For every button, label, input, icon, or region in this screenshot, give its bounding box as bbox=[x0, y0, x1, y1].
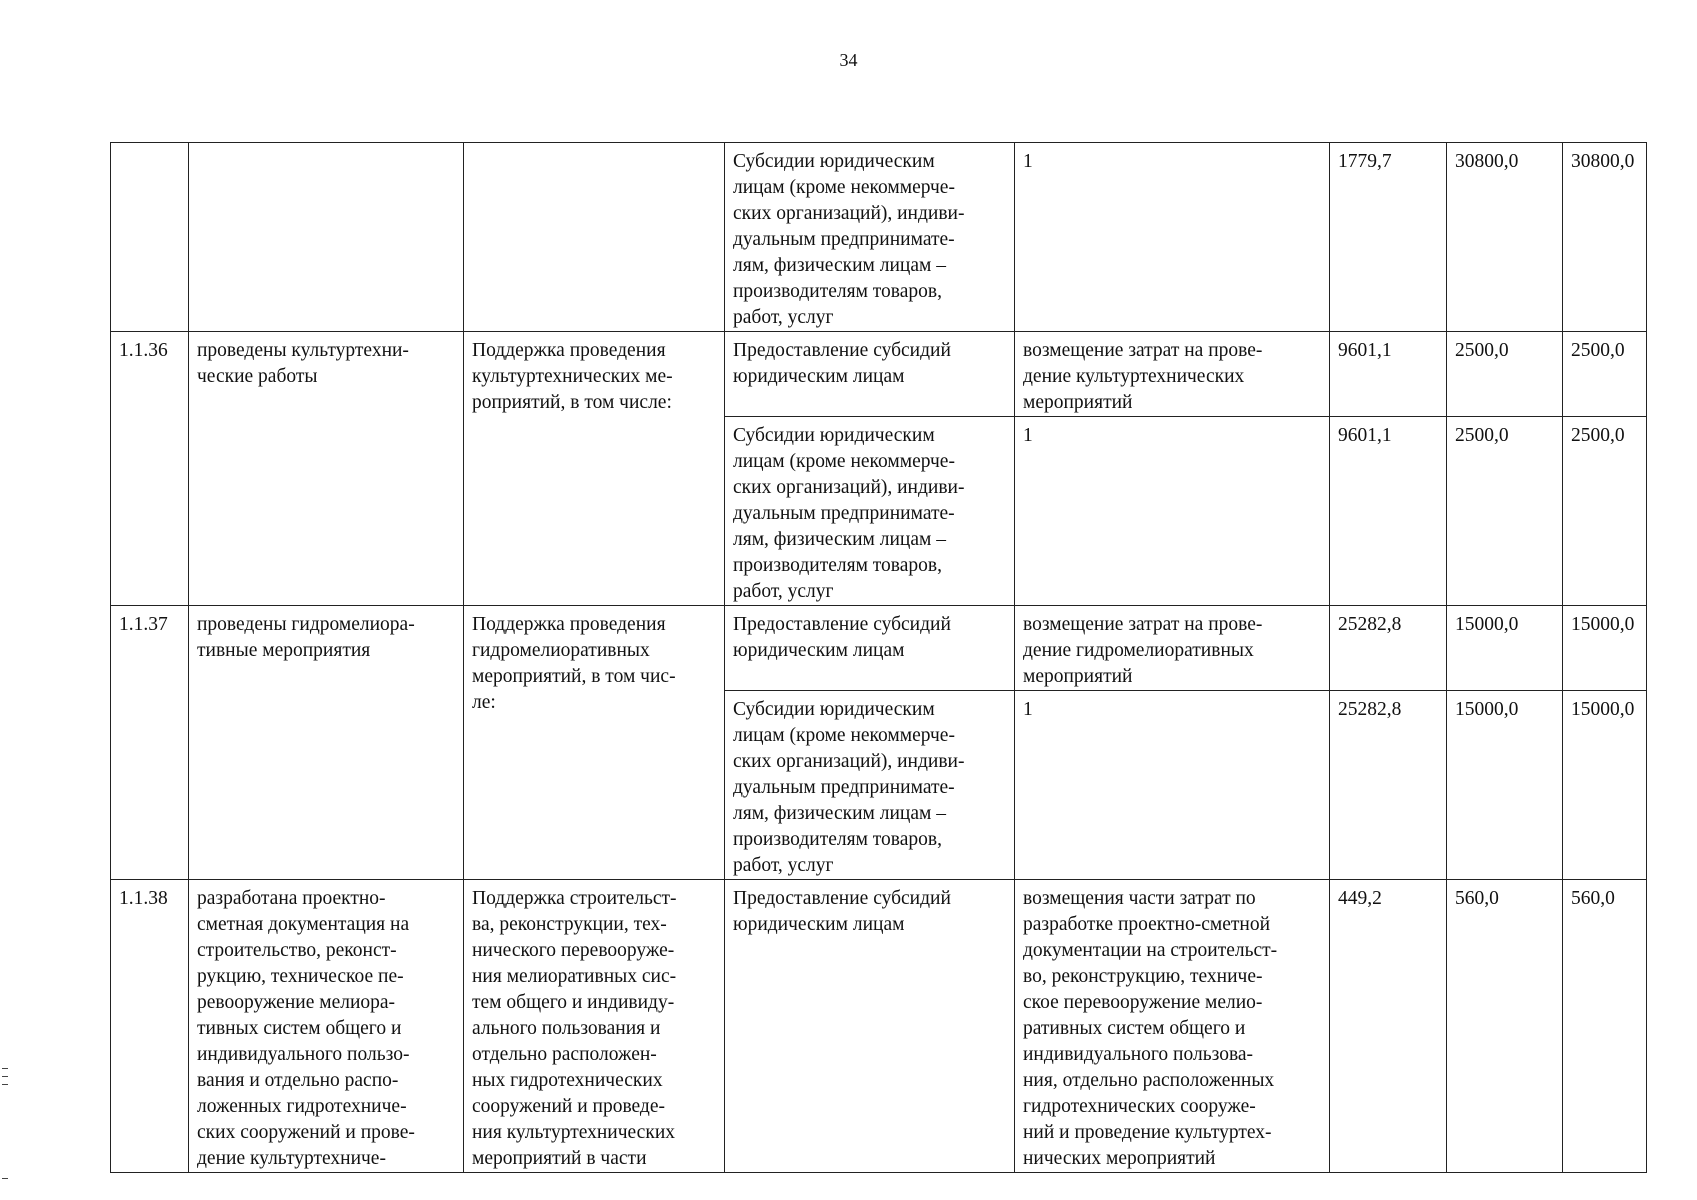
value-cell: 15000,0 bbox=[1563, 691, 1647, 880]
purpose-cell: 1 bbox=[1015, 417, 1330, 606]
form-cell: Предоставление субсидий юридическим лицам bbox=[725, 606, 1015, 691]
scan-margin-dash bbox=[2, 1178, 8, 1179]
measure-cell: Поддержка проведения культуртехнических ме- роприятий, в том числе: bbox=[464, 332, 725, 606]
table-row bbox=[111, 332, 1647, 417]
result-cell: проведены гидромелиора- тивные мероприятия bbox=[189, 606, 464, 880]
value-cell: 449,2 bbox=[1330, 880, 1447, 1173]
value-cell: 2500,0 bbox=[1447, 417, 1563, 606]
page-number: 34 bbox=[839, 50, 858, 70]
value-cell: 25282,8 bbox=[1330, 606, 1447, 691]
value-cell: 25282,8 bbox=[1330, 691, 1447, 880]
purpose-cell: возмещение затрат на прове- дение культуртехнических мероприятий bbox=[1015, 332, 1330, 417]
form-cell: Субсидии юридическим лицам (кроме некоммерче- ских организаций), индиви- дуальным предпринимате- лям, физическим лицам – производителям товаров, работ, услуг bbox=[725, 417, 1015, 606]
value-cell: 560,0 bbox=[1447, 880, 1563, 1173]
measure-cell: Поддержка строительст- ва, реконструкции, тех- нического перевооруже- ния мелиоративных сис- тем общего и индивиду- ального пользования и отдельно расположен- ных гидротехнических сооружений и проведе- ния культуртехнических мероприятий в части bbox=[464, 880, 725, 1173]
form-cell: Предоставление субсидий юридическим лицам bbox=[725, 880, 1015, 1173]
measures-table bbox=[110, 142, 1647, 1173]
value-cell: 15000,0 bbox=[1447, 606, 1563, 691]
value-cell: 9601,1 bbox=[1330, 417, 1447, 606]
purpose-cell: возмещения части затрат по разработке проектно-сметной документации на строительст- во, реконструкцию, техниче- ское перевооружение мелио- ративных систем общего и индивидуального пользова- ния, отдельно расположенных гидротехнических сооруже- ний и проведение культуртех- нических мероприятий bbox=[1015, 880, 1330, 1173]
table-row bbox=[111, 880, 1647, 1173]
value-cell: 15000,0 bbox=[1563, 606, 1647, 691]
form-cell: Субсидии юридическим лицам (кроме некоммерче- ских организаций), индиви- дуальным предпринимате- лям, физическим лицам – производителям товаров, работ, услуг bbox=[725, 691, 1015, 880]
code-cell: 1.1.37 bbox=[111, 606, 189, 880]
measure-cell: Поддержка проведения гидромелиоративных мероприятий, в том чис- ле: bbox=[464, 606, 725, 880]
value-cell: 9601,1 bbox=[1330, 332, 1447, 417]
value-cell: 30800,0 bbox=[1563, 143, 1647, 332]
value-cell: 560,0 bbox=[1563, 880, 1647, 1173]
value-cell: 2500,0 bbox=[1447, 332, 1563, 417]
measure-cell bbox=[464, 143, 725, 332]
table-row bbox=[111, 606, 1647, 691]
purpose-cell: возмещение затрат на прове- дение гидромелиоративных мероприятий bbox=[1015, 606, 1330, 691]
result-cell: проведены культуртехни- ческие работы bbox=[189, 332, 464, 606]
purpose-cell: 1 bbox=[1015, 691, 1330, 880]
form-cell: Предоставление субсидий юридическим лицам bbox=[725, 332, 1015, 417]
value-cell: 1779,7 bbox=[1330, 143, 1447, 332]
table-row bbox=[111, 143, 1647, 332]
result-cell: разработана проектно- сметная документация на строительство, реконст- рукцию, техническое пе- ревооружение мелиора- тивных систем общего и индивидуального пользо- вания и отдельно распо- ложенных гидротехниче- ских сооружений и прове- дение культуртехниче- bbox=[189, 880, 464, 1173]
value-cell: 30800,0 bbox=[1447, 143, 1563, 332]
result-cell bbox=[189, 143, 464, 332]
value-cell: 2500,0 bbox=[1563, 332, 1647, 417]
code-cell bbox=[111, 143, 189, 332]
purpose-cell: 1 bbox=[1015, 143, 1330, 332]
code-cell: 1.1.36 bbox=[111, 332, 189, 606]
code-cell: 1.1.38 bbox=[111, 880, 189, 1173]
value-cell: 15000,0 bbox=[1447, 691, 1563, 880]
form-cell: Субсидии юридическим лицам (кроме некоммерче- ских организаций), индиви- дуальным предпринимате- лям, физическим лицам – производителям товаров, работ, услуг bbox=[725, 143, 1015, 332]
scan-margin-marks bbox=[2, 1068, 10, 1102]
value-cell: 2500,0 bbox=[1563, 417, 1647, 606]
